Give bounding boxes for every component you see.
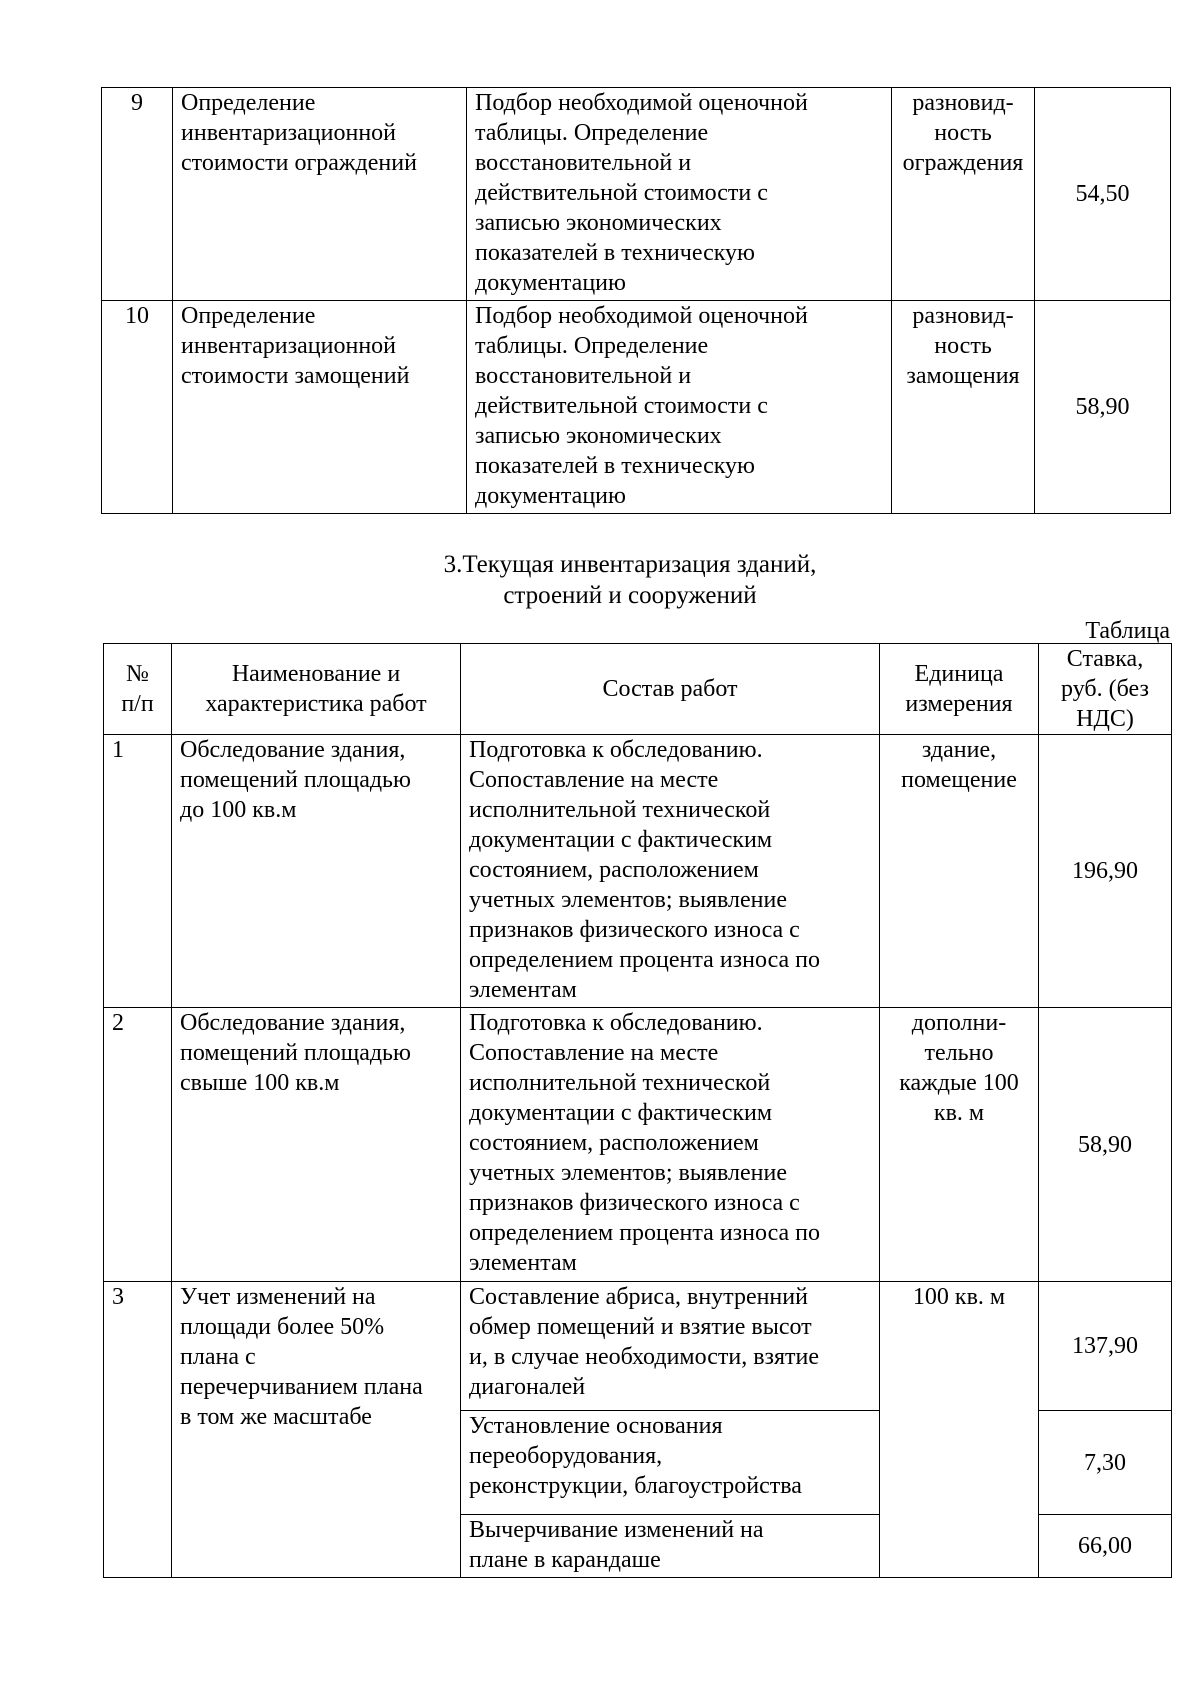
- rate-value: 54,50: [1035, 88, 1171, 301]
- work-composition: Вычерчивание изменений на плане в карандаше: [461, 1515, 880, 1578]
- row-number: 10: [102, 301, 173, 514]
- table-row: [102, 301, 1171, 514]
- measure-unit: дополни- тельно каждые 100 кв. м: [880, 1008, 1039, 1282]
- rate-value: 58,90: [1035, 301, 1171, 514]
- main-table: [103, 643, 1172, 1578]
- measure-unit: здание, помещение: [880, 735, 1039, 1008]
- row-number: 1: [104, 735, 172, 1008]
- table-row: [102, 88, 1171, 301]
- work-composition: Составление абриса, внутренний обмер помещений и взятие высот и, в случае необходимости, взятие диагоналей: [461, 1282, 880, 1411]
- work-composition: Установление основания переоборудования, реконструкции, благоустройства: [461, 1411, 880, 1515]
- header-num: № п/п: [104, 644, 172, 735]
- table-row: [104, 735, 1172, 1008]
- rate-value: 196,90: [1039, 735, 1172, 1008]
- rate-value: 7,30: [1039, 1411, 1172, 1515]
- work-name: Обследование здания, помещений площадью свыше 100 кв.м: [172, 1008, 461, 1282]
- table-row: [104, 1008, 1172, 1282]
- table-label: Таблица: [1085, 618, 1170, 644]
- work-name: Определение инвентаризационной стоимости ограждений: [173, 88, 467, 301]
- header-rate: Ставка, руб. (без НДС): [1039, 644, 1172, 735]
- work-name: Обследование здания, помещений площадью до 100 кв.м: [172, 735, 461, 1008]
- rate-value: 58,90: [1039, 1008, 1172, 1282]
- work-name: Определение инвентаризационной стоимости замощений: [173, 301, 467, 514]
- work-composition: Подбор необходимой оценочной таблицы. Определение восстановительной и действительной стоимости с записью экономических показателей в техническую документацию: [467, 88, 892, 301]
- measure-unit: разновид- ность замощения: [892, 301, 1035, 514]
- rate-value: 137,90: [1039, 1282, 1172, 1411]
- work-composition: Подготовка к обследованию. Сопоставление на месте исполнительной технической документации с фактическим состоянием, расположением учетных элементов; выявление признаков физического износа с определением процента износа по элементам: [461, 1008, 880, 1282]
- work-composition: Подготовка к обследованию. Сопоставление на месте исполнительной технической документации с фактическим состоянием, расположением учетных элементов; выявление признаков физического износа с определением процента износа по элементам: [461, 735, 880, 1008]
- section-title: 3.Текущая инвентаризация зданий, строений и сооружений: [443, 551, 817, 609]
- rate-value: 66,00: [1039, 1515, 1172, 1578]
- header-unit: Единица измерения: [880, 644, 1039, 735]
- row-number: 2: [104, 1008, 172, 1282]
- row-number: 9: [102, 88, 173, 301]
- row-number: 3: [104, 1282, 172, 1578]
- measure-unit: разновид- ность ограждения: [892, 88, 1035, 301]
- header-work: Состав работ: [461, 644, 880, 735]
- work-composition: Подбор необходимой оценочной таблицы. Определение восстановительной и действительной стоимости с записью экономических показателей в техническую документацию: [467, 301, 892, 514]
- header-name: Наименование и характеристика работ: [172, 644, 461, 735]
- table-row: [104, 1282, 1172, 1411]
- measure-unit: 100 кв. м: [880, 1282, 1039, 1578]
- work-name: Учет изменений на площади более 50% плана с перечерчиванием плана в том же масштабе: [172, 1282, 461, 1578]
- continuation-table: [101, 87, 1171, 514]
- header-row: [104, 644, 1172, 735]
